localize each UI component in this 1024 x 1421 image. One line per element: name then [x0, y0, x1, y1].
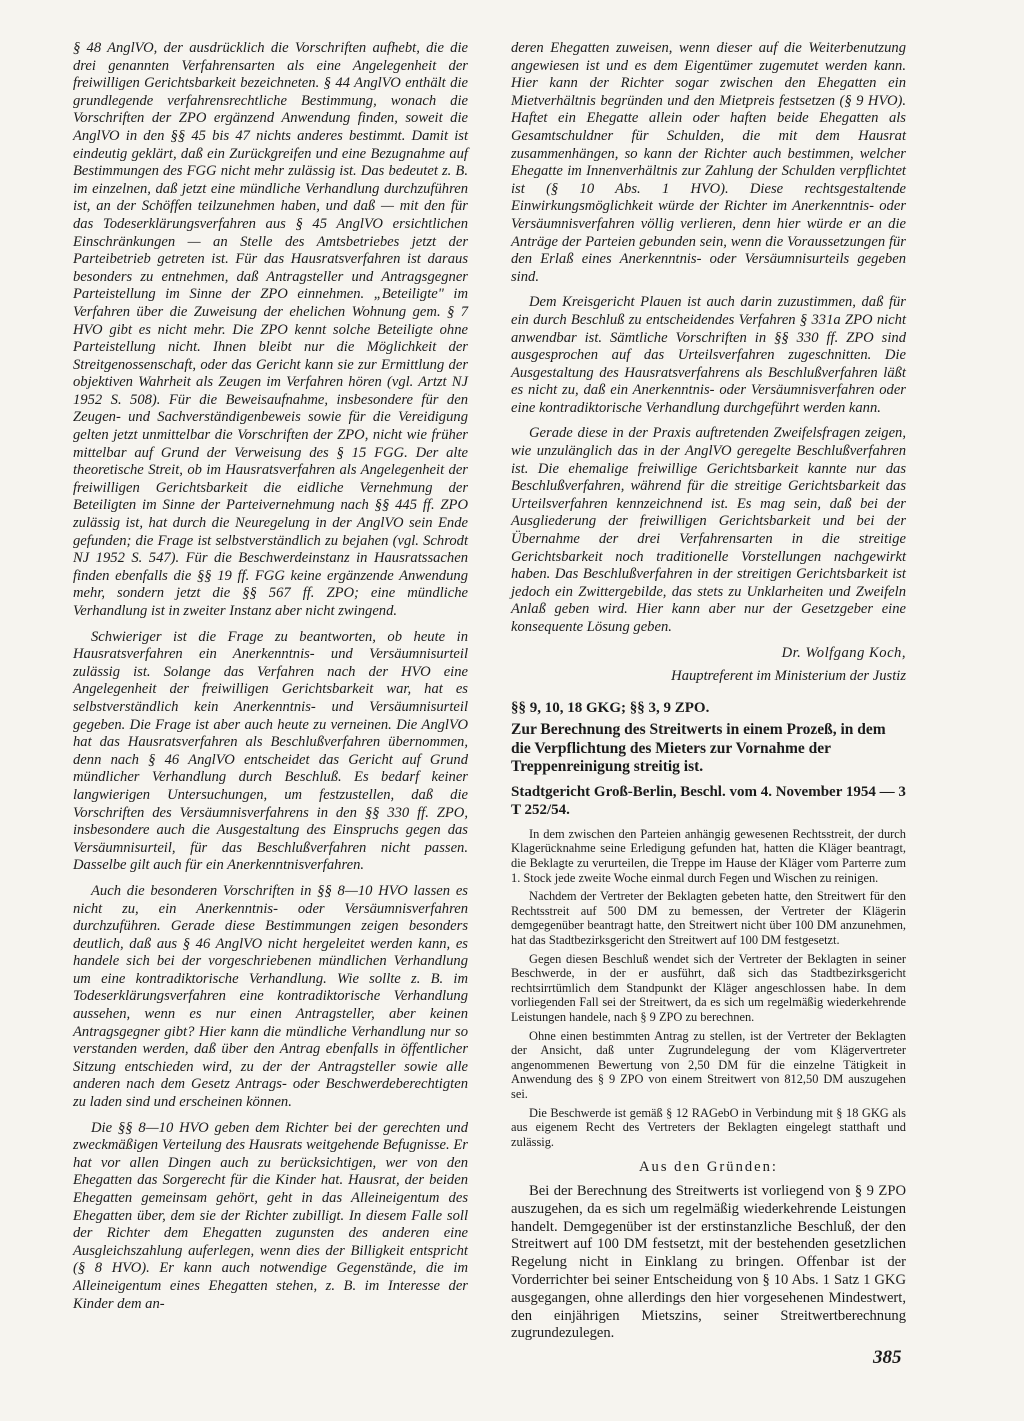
facts-paragraph: Nachdem der Vertreter der Beklagten gebeten hatte, den Streitwert für den Rechtsstreit auf 500 DM zu bemessen, der Vertreter der Klägerin demgegenüber beantragt hatte, den Streitwert nicht über 100 DM anzunehmen, hat das Stadtbezirksgericht den Streitwert auf 100 DM festgesetzt. — [511, 889, 906, 948]
author-role: Hauptreferent im Ministerium der Justiz — [671, 668, 906, 685]
author-name: Dr. Wolfgang Koch, — [781, 644, 906, 661]
section-heading: Aus den Gründen: — [638, 1159, 778, 1176]
page-number: 385 — [873, 1347, 902, 1368]
paragraph: deren Ehegatten zuweisen, wenn dieser auf die Weiterbenutzung angewiesen ist und es dem Eigentümer zugemutet werden kann. Hier kann der Richter sogar zwischen den Ehegatten ein Mietverhältnis begründen und den Mietpreis festsetzen (§ 9 HVO). Haftet ein Ehegatte allein oder haften beide Ehegatten als Gesamtschuldner für Schulden, die mit dem Hausrat zusammenhängen, so kann der Richter auch bestimmen, welcher Ehegatte im Innenverhältnis zur Zahlung der Schulden verpflichtet ist (§ 10 Abs. 1 HVO). Diese rechtsgestaltende Einwirkungsmöglichkeit würde der Richter im Anerkenntnis- oder Versäumnisverfahren völlig verlieren, denn hier würde er an die Anträge der Parteien gebunden sein, wenn die Voraussetzungen für den Erlaß eines Anerkenntnis- oder Versäumnisurteils gegeben sind. — [511, 40, 906, 285]
paragraph: Die §§ 8—10 HVO geben dem Richter bei der gerechten und zweckmäßigen Verteilung des Hausrats weitgehende Befugnisse. Er hat vor allen Dingen auch zu berücksichtigen, wer von den Ehegatten das Sorgerecht für die Kinder hat. Hausrat, der beiden Ehegatten gemeinsam gehört, geht in das Alleineigentum des Ehegatten über, dem sie der Richter zubilligt. In diesem Falle soll der Richter dem Ehegatten zugunsten des anderen eine Ausgleichszahlung auferlegen, wenn dies der Billigkeit entspricht (§ 8 HVO). Er kann auch notwendige Gegenstände, die im Alleineigentum eines Ehegatten stehen, z. B. im Interesse der Kinder dem an- — [73, 1119, 468, 1312]
right-column — [511, 40, 906, 1351]
paragraph: Schwieriger ist die Frage zu beantworten, ob heute in Hausratsverfahren ein Anerkenntnis- und Versäumnisurteil zulässig ist. Solange das Verfahren nach der HVO eine Angelegenheit der freiwilligen Gerichtsbarkeit war, hat es selbstverständlich kein Anerkenntnis- und Versäumnisurteil gegeben. Die Frage ist aber auch heute zu verneinen. Die AnglVO hat das Hausratsverfahren als Beschlußverfahren übernommen, denn nach § 46 AnglVO entscheidet das Gericht auf Grund mündlicher Verhandlung durch Beschluß. Es bedarf keiner langwierigen Untersuchungen, um festzustellen, daß die Vorschriften des Versäumnisverfahrens in den §§ 330 ff. ZPO, insbesondere auch die Ausgestaltung des Einspruchs gegen das Versäumnisurteil, für das Beschlußverfahren nicht passen. Dasselbe gilt auch für ein Anerkenntnisverfahren. — [73, 628, 468, 874]
paragraph: Auch die besonderen Vorschriften in §§ 8—10 HVO lassen es nicht zu, ein Anerkenntnis- oder Versäumnisverfahren durchzuführen. Gerade diese Bestimmungen zeigen besonders deutlich, daß aus § 46 AnglVO nicht hergeleitet werden kann, es handele sich bei der vorgeschriebenen mündlichen Verhandlung um eine kontradiktorische Verhandlung. Wie sollte z. B. im Todeserklärungsverfahren eine kontradiktorische Verhandlung aussehen, wenn es nur einen Antragsteller, aber keinen Antragsgegner gibt? Hier kann die mündliche Verhandlung nur so verstanden werden, daß über den Antrag ebenfalls in öffentlicher Sitzung entschieden wird, zu der der Antragsteller sowie alle anderen nach dem Gesetz Antrags- oder Beschwerdeberechtigten zu laden sind und erscheinen können. — [73, 882, 468, 1111]
paragraph: Gerade diese in der Praxis auftretenden Zweifelsfragen zeigen, wie unzulänglich das in der AnglVO geregelte Beschlußverfahren ist. Die ehemalige freiwillige Gerichtsbarkeit kannte nur das Beschlußverfahren, während für die streitige Gerichtsbarkeit das Urteilsverfahren kennzeichnend ist. Es mag sein, daß bei der Ausgliederung der freiwilligen Gerichtsbarkeit und bei der Übernahme der drei Verfahrensarten in die streitige Gerichtsbarkeit noch traditionelle Vorstellungen nachgewirkt haben. Das Beschlußverfahren in der streitigen Gerichtsbarkeit ist jedoch ein Zwittergebilde, das stets zu Unklarheiten und Zweifeln Anlaß geben wird. Hier kann aber nur der Gesetzgeber eine konsequente Lösung geben. — [511, 425, 906, 635]
facts-paragraph: Gegen diesen Beschluß wendet sich der Vertreter der Beklagten in seiner Beschwerde, in der er ausführt, daß sich das Stadtbezirksgericht rechtsirrtümlich dem Standpunkt der Kläger angeschlossen habe. In dem vorliegenden Fall sei der Streitwert, da es sich um regelmäßig wiederkehrende Leistungen handele, nach § 9 ZPO zu berechnen. — [511, 951, 906, 1024]
case-title: Zur Berechnung des Streitwerts in einem Prozeß, in dem die Verpflichtung des Mieters zur Vornahme der Treppenreinigung streitig ist. — [511, 721, 886, 776]
facts-paragraph: Die Beschwerde ist gemäß § 12 RAGebO in Verbindung mit § 18 GKG als aus eigenem Recht des Vertreters der Beklagten eingelegt statthaft und zulässig. — [511, 1105, 906, 1149]
court-citation: Stadtgericht Groß-Berlin, Beschl. vom 4. November 1954 — 3 T 252/54. — [511, 783, 906, 818]
facts-paragraph: Ohne einen bestimmten Antrag zu stellen, ist der Vertreter der Beklagten der Ansicht, daß unter Zugrundelegung der vom Klägervertreter angenommenen Bewertung von 2,50 DM für die einzelne Tätigkeit in Anwendung des § 9 ZPO von einem Streitwert von 812,50 DM auszugehen sei. — [511, 1028, 906, 1101]
paragraph: Bei der Berechnung des Streitwerts ist vorliegend von § 9 ZPO auszugehen, da es sich um regelmäßig wiederkehrende Leistungen handelt. Demgegenüber ist der erstinstanzliche Beschluß, der den Streitwert auf 100 DM festsetzt, mit der bestehenden gesetzlichen Regelung nicht in Einklang zu bringen. Offenbar ist der Vorderrichter bei seiner Entscheidung von § 10 Abs. 1 Satz 1 GKG ausgegangen, ohne allerdings den hier vorgesehenen Mindestwert, den einjährigen Mietszins, seiner Streitwertberechnung zugrundezulegen. — [511, 1182, 906, 1342]
paragraph: § 48 AnglVO, der ausdrücklich die Vorschriften aufhebt, die die drei genannten Verfahrensarten als eine Angelegenheit der freiwilligen Gerichtsbarkeit bezeichneten. § 44 AnglVO enthält die grundlegende verfahrensrechtliche Bestimmung, wonach die Vorschriften der ZPO ergänzend Anwendung finden, soweit die AnglVO in den §§ 45 bis 47 nichts anderes bestimmt. Damit ist eindeutig geklärt, daß ein Zurückgreifen und eine Bezugnahme auf Bestimmungen des FGG nicht mehr zulässig ist. Das bedeutet z. B. im einzelnen, daß jetzt eine mündliche Verhandlung durchzuführen ist, an der Schöffen teilzunehmen haben, und daß — mit den für das Todeserklärungsverfahren aus § 45 AnglVO ersichtlichen Einschränkungen — an Stelle des Amtsbetriebes jetzt der Parteibetrieb getreten ist. Für das Hausratsverfahren ist daraus besonders zu entnehmen, daß Antragsteller und Antragsgegner Parteistellung im Sinne der ZPO einnehmen. „Beteiligte" im Verfahren über die Zuweisung der ehelichen Wohnung gem. § 7 HVO gibt es nicht mehr. Die ZPO kennt solche Beteiligte ohne Parteistellung nicht. Ihnen bleibt nur die Möglichkeit der Streitgenossenschaft, oder das Gericht kann sie zur Ermittlung der objektiven Wahrheit als Zeugen im Verfahren hören (vgl. Artzt NJ 1952 S. 508). Für die Beweisaufnahme, insbesondere für den Zeugen- und Sachverständigenbeweis sowie für die Vereidigung gelten jetzt unmittelbar die Vorschriften der ZPO, nicht wie früher mittelbar auf Grund der Verweisung des § 15 FGG. Der alte theoretische Streit, ob im Hausratsverfahren als Angelegenheit der freiwilligen Gerichtsbarkeit die eidliche Vernehmung der Beteiligten im Sinne der Parteivernehmung nach §§ 445 ff. ZPO zulässig ist, hat durch die Neuregelung in der AnglVO sein Ende gefunden; die Frage ist selbstverständlich zu bejahen (vgl. Schrodt NJ 1952 S. 547). Für die Beschwerdeinstanz in Hausratssachen finden ebenfalls die §§ 19 ff. FGG keine ergänzende Anwendung mehr, sondern jetzt die §§ 567 ff. ZPO; eine mündliche Verhandlung ist in zweiter Instanz aber nicht zwingend. — [73, 40, 468, 619]
left-column — [73, 40, 468, 1321]
paragraph: Dem Kreisgericht Plauen ist auch darin zuzustimmen, daß für ein durch Beschluß zu entscheidendes Verfahren § 331a ZPO nicht anwendbar ist. Sämtliche Vorschriften in §§ 330 ff. ZPO sind ausgesprochen auf das Urteilsverfahren zugeschnitten. Die Ausgestaltung des Hausratsverfahrens als Beschlußverfahren läßt es nicht zu, daß ein Anerkenntnis- oder Versäumnisverfahren oder eine kontradiktorische Verhandlung durchgeführt werden kann. — [511, 294, 906, 416]
facts-paragraph: In dem zwischen den Parteien anhängig gewesenen Rechtsstreit, der durch Klagerücknahme seine Erledigung gefunden hat, hatten die Kläger beantragt, die Beklagte zu verurteilen, die Treppe im Hause der Kläger vom Parterre zum 1. Stock jede zweite Woche einmal durch Fegen und Wischen zu reinigen. — [511, 826, 906, 885]
legal-reference: §§ 9, 10, 18 GKG; §§ 3, 9 ZPO. — [511, 699, 710, 716]
